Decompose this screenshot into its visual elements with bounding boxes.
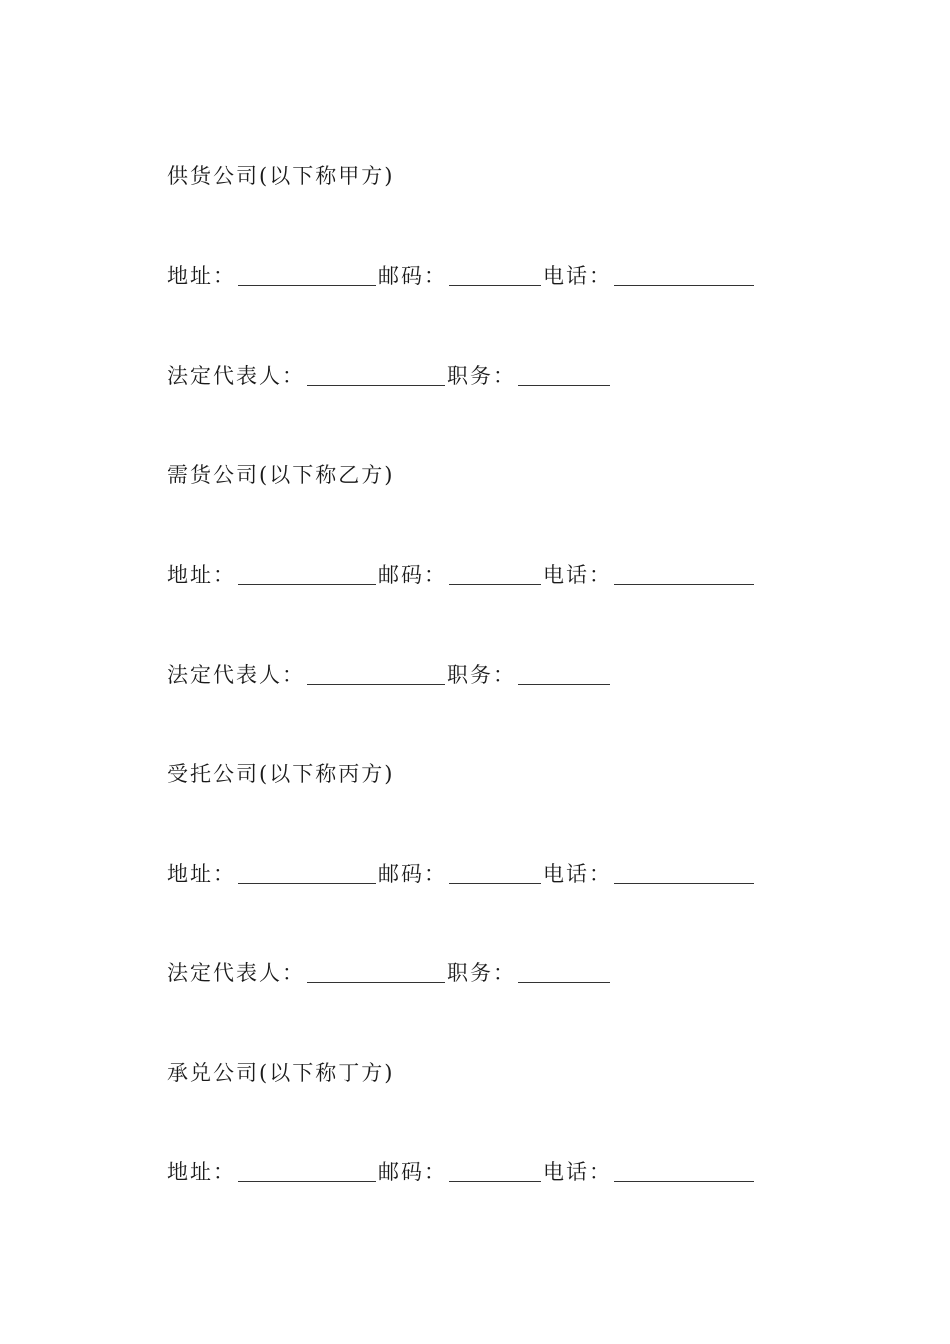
phone-blank[interactable] <box>614 1163 754 1182</box>
address-label: 地址： <box>167 563 236 587</box>
rep-label: 法定代表人： <box>167 663 305 687</box>
party-heading-ding <box>167 1059 394 1087</box>
address-label: 地址： <box>167 264 236 288</box>
rep-line-jia <box>167 362 612 390</box>
zip-label: 邮码： <box>378 862 447 886</box>
zip-blank[interactable] <box>449 566 541 585</box>
position-blank[interactable] <box>518 367 610 386</box>
phone-blank[interactable] <box>614 566 754 585</box>
position-blank[interactable] <box>518 666 610 685</box>
rep-line-yi <box>167 661 612 689</box>
zip-label: 邮码： <box>378 563 447 587</box>
phone-blank[interactable] <box>614 267 754 286</box>
party-heading-bing <box>167 760 394 788</box>
address-blank[interactable] <box>238 1163 376 1182</box>
zip-blank[interactable] <box>449 1163 541 1182</box>
position-label: 职务： <box>447 961 516 985</box>
contact-line-yi <box>167 561 756 589</box>
zip-blank[interactable] <box>449 865 541 884</box>
party-heading-yi <box>167 461 394 489</box>
address-blank[interactable] <box>238 865 376 884</box>
address-label: 地址： <box>167 1160 236 1184</box>
phone-label: 电话： <box>543 862 612 886</box>
party-heading: 供货公司(以下称甲方) <box>167 164 395 188</box>
party-heading: 受托公司(以下称丙方) <box>167 762 395 786</box>
phone-label: 电话： <box>543 264 612 288</box>
contact-line-ding <box>167 1158 756 1186</box>
zip-label: 邮码： <box>378 264 447 288</box>
zip-blank[interactable] <box>449 267 541 286</box>
zip-label: 邮码： <box>378 1160 447 1184</box>
address-blank[interactable] <box>238 566 376 585</box>
address-label: 地址： <box>167 862 236 886</box>
contact-line-bing <box>167 860 756 888</box>
rep-blank[interactable] <box>307 666 445 685</box>
contact-line-jia <box>167 262 756 290</box>
phone-label: 电话： <box>543 1160 612 1184</box>
rep-blank[interactable] <box>307 964 445 983</box>
address-blank[interactable] <box>238 267 376 286</box>
phone-blank[interactable] <box>614 865 754 884</box>
party-heading: 承兑公司(以下称丁方) <box>167 1061 395 1085</box>
position-label: 职务： <box>447 663 516 687</box>
party-heading: 需货公司(以下称乙方) <box>167 463 395 487</box>
phone-label: 电话： <box>543 563 612 587</box>
party-heading-jia <box>167 162 394 190</box>
rep-label: 法定代表人： <box>167 961 305 985</box>
position-blank[interactable] <box>518 964 610 983</box>
position-label: 职务： <box>447 364 516 388</box>
rep-label: 法定代表人： <box>167 364 305 388</box>
rep-blank[interactable] <box>307 367 445 386</box>
rep-line-bing <box>167 959 612 987</box>
